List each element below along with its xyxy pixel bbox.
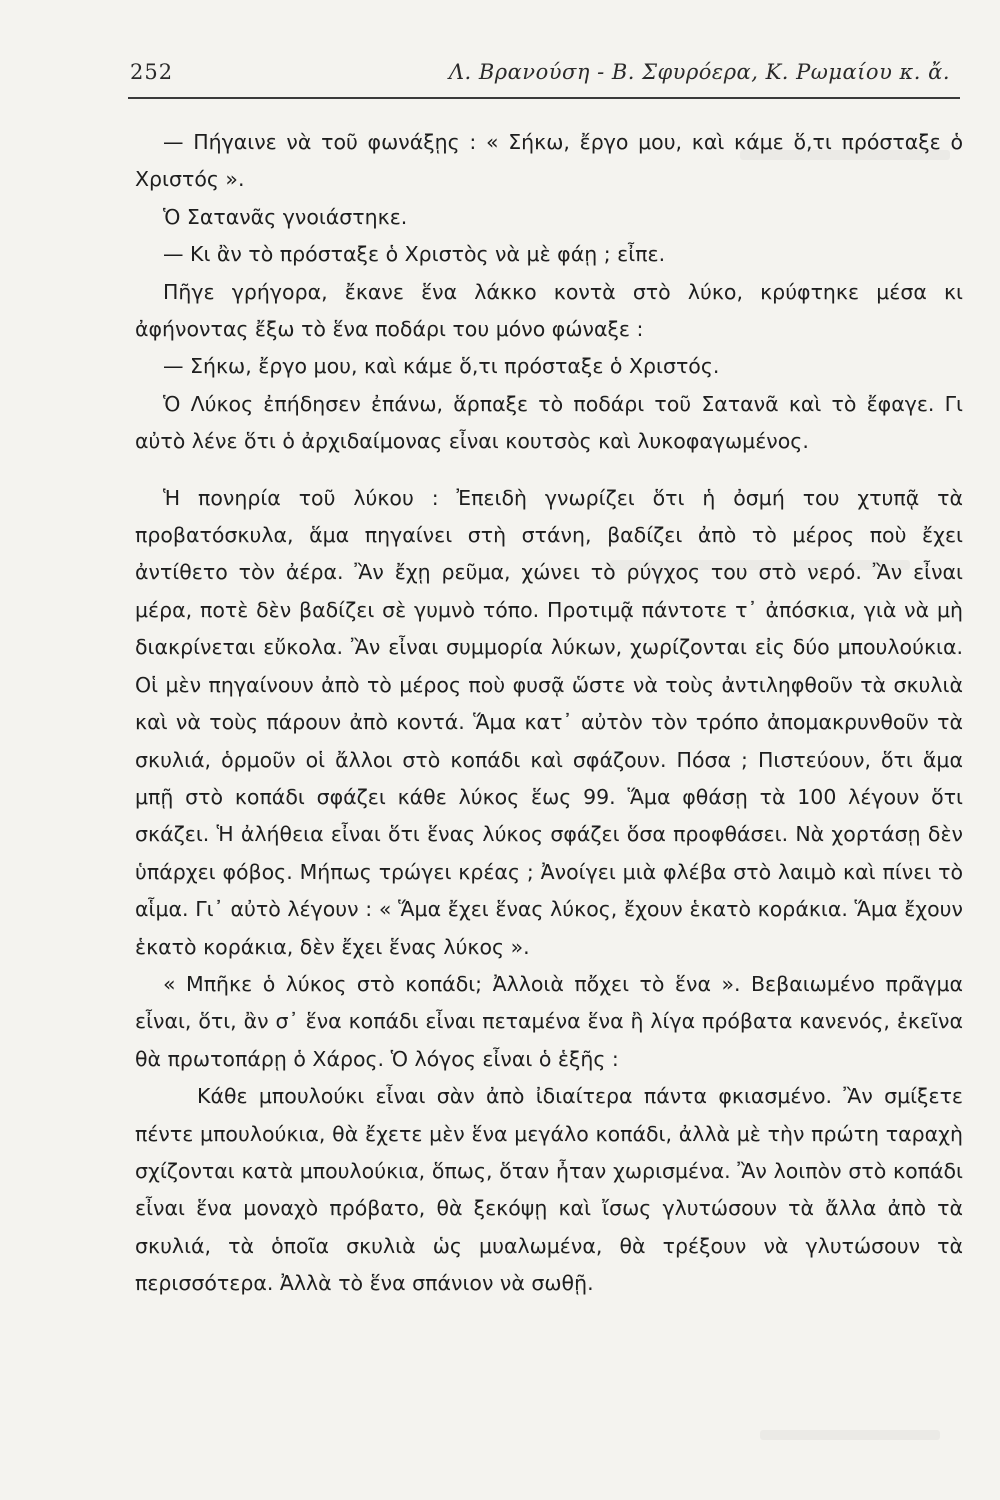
running-head: Λ. Βρανούση - Β. Σφυρόερα, Κ. Ρωμαίου κ. ἄ. bbox=[448, 60, 950, 84]
body-text bbox=[135, 124, 963, 1303]
show-through-mark bbox=[760, 1430, 940, 1440]
paragraph: Ὁ Σατανᾶς γνοιάστηκε. bbox=[163, 204, 408, 229]
paragraph: Πῆγε γρήγορα, ἔκανε ἕνα λάκκο κοντὰ στὸ λύκο, κρύφτηκε μέσα κι ἀφήνοντας ἔξω τὸ ἕνα ποδάρι του μόνο φώναξε : bbox=[135, 279, 963, 342]
paragraph: « Μπῆκε ὁ λύκος στὸ κοπάδι; Ἀλλοιὰ πὄχει τὸ ἕνα ». Βεβαιωμένο πρᾶγμα εἶναι, ὅτι, ἂν σ᾽ ἕνα κοπάδι εἶναι πεταμένα ἕνα ἢ λίγα πρόβατα κανενός, ἐκεῖνα θὰ πρωτοπάρῃ ὁ Χάρος. Ὁ λόγος εἶναι ὁ ἑξῆς : bbox=[135, 971, 963, 1071]
page-number: 252 bbox=[130, 60, 174, 84]
paragraph: Ὁ Λύκος ἐπήδησεν ἐπάνω, ἅρπαξε τὸ ποδάρι τοῦ Σατανᾶ καὶ τὸ ἔφαγε. Γι αὐτὸ λένε ὅτι ὁ ἀρχιδαίμονας εἶναι κουτσὸς καὶ λυκοφαγωμένος. bbox=[135, 391, 963, 454]
paragraph: — Σήκω, ἔργο μου, καὶ κάμε ὅ,τι πρόσταξε ὁ Χριστός. bbox=[163, 354, 720, 379]
paragraph: Κάθε μπουλούκι εἶναι σὰν ἀπὸ ἰδιαίτερα πάντα φκιασμένο. Ἂν σμίξετε πέντε μπουλούκια, θὰ ἔχετε μὲν ἕνα μεγάλο κοπάδι, ἀλλὰ μὲ τὴν πρώτη ταραχὴ σχίζονται κατὰ μπουλούκια, ὅπως, ὅταν ἦταν χωρισμένα. Ἂν λοιπὸν στὸ κοπάδι εἶναι ἕνα μοναχὸ πρόβατο, θὰ ξεκόψῃ καὶ ἴσως γλυτώσουν τὰ ἄλλα ἀπὸ τὰ σκυλιά, τὰ ὁποῖα σκυλιὰ ὡς μυαλωμένα, θὰ τρέξουν νὰ γλυτώσουν τὰ περισσότερα. Ἀλλὰ τὸ ἕνα σπάνιον νὰ σωθῇ. bbox=[135, 1084, 963, 1296]
header-rule bbox=[128, 97, 960, 99]
page-header bbox=[130, 56, 960, 90]
paragraph: — Κι ἂν τὸ πρόσταξε ὁ Χριστὸς νὰ μὲ φάῃ ; εἶπε. bbox=[163, 242, 666, 267]
paragraph: Ἡ πονηρία τοῦ λύκου : Ἐπειδὴ γνωρίζει ὅτι ἡ ὀσμή του χτυπᾷ τὰ προβατόσκυλα, ἅμα πηγαίνει στὴ στάνη, βαδίζει ἀπὸ τὸ μέρος ποὺ ἔχει ἀντίθετο τὸν ἀέρα. Ἂν ἔχῃ ρεῦμα, χώνει τὸ ρύγχος του στὸ νερό. Ἂν εἶναι μέρα, ποτὲ δὲν βαδίζει σὲ γυμνὸ τόπο. Προτιμᾷ πάντοτε τ᾽ ἀπόσκια, γιὰ νὰ μὴ διακρίνεται εὔκολα. Ἂν εἶναι συμμορία λύκων, χωρίζονται εἰς δύο μπουλούκια. Οἱ μὲν πηγαίνουν ἀπὸ τὸ μέρος ποὺ φυσᾷ ὥστε νὰ τοὺς ἀντιληφθοῦν τὰ σκυλιὰ καὶ νὰ τοὺς πάρουν ἀπὸ κοντά. Ἅμα κατ᾽ αὐτὸν τὸν τρόπο ἀπομακρυνθοῦν τὰ σκυλιά, ὁρμοῦν οἱ ἄλλοι στὸ κοπάδι καὶ σφάζουν. Πόσα ; Πιστεύουν, ὅτι ἅμα μπῇ στὸ κοπάδι σφάζει κάθε λύκος ἕως 99. Ἅμα φθάσῃ τὰ 100 λέγουν ὅτι σκάζει. Ἡ ἀλήθεια εἶναι ὅτι ἕνας λύκος σφάζει ὅσα προφθάσει. Νὰ χορτάσῃ δὲν ὑπάρχει φόβος. Μήπως τρώγει κρέας ; Ἀνοίγει μιὰ φλέβα στὸ λαιμὸ καὶ πίνει τὸ αἷμα. Γι᾽ αὐτὸ λέγουν : « Ἅμα ἔχει ἕνας λύκος, ἔχουν ἑκατὸ κοράκια. Ἅμα ἔχουν ἑκατὸ κοράκια, δὲν ἔχει ἕνας λύκος ». bbox=[135, 485, 963, 959]
paragraph: — Πήγαινε νὰ τοῦ φωνάξῃς : « Σήκω, ἔργο μου, καὶ κάμε ὅ,τι πρόσταξε ὁ Χριστός ». bbox=[135, 130, 963, 192]
